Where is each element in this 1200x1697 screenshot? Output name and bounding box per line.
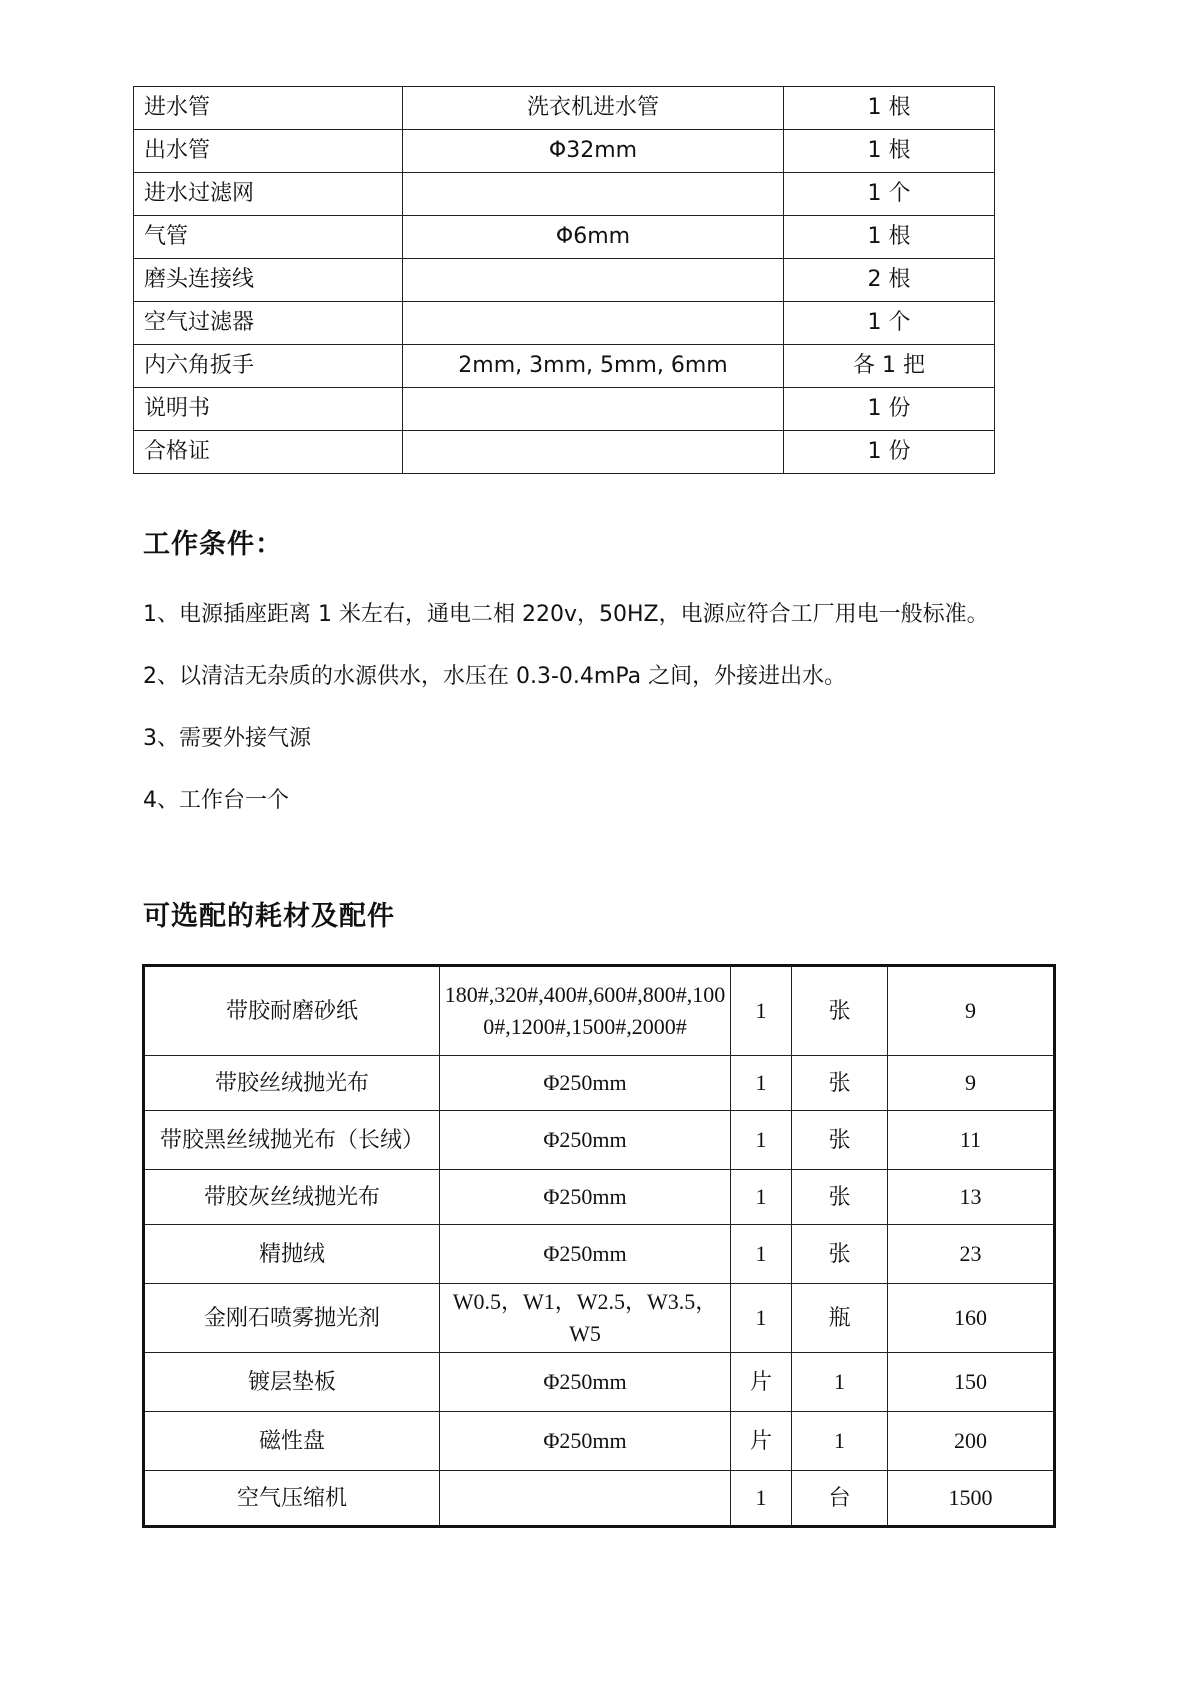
item-name: 进水过滤网 <box>134 173 403 216</box>
part-col3: 1 <box>731 966 792 1056</box>
part-col3: 1 <box>731 1471 792 1527</box>
item-spec: 洗衣机进水管 <box>403 87 784 130</box>
item-qty: 1 份 <box>784 388 995 431</box>
item-spec <box>403 302 784 345</box>
item-name: 空气过滤器 <box>134 302 403 345</box>
part-price: 11 <box>888 1111 1055 1170</box>
table-row <box>144 1353 1055 1412</box>
table-row <box>144 1412 1055 1471</box>
item-name: 磨头连接线 <box>134 259 403 302</box>
part-price: 160 <box>888 1284 1055 1353</box>
item-qty: 各 1 把 <box>784 345 995 388</box>
table-row <box>134 388 995 431</box>
item-name: 气管 <box>134 216 403 259</box>
part-col3: 1 <box>731 1225 792 1284</box>
part-price: 13 <box>888 1170 1055 1225</box>
table-row <box>134 302 995 345</box>
working-conditions-heading: 工作条件： <box>143 529 283 560</box>
table-row <box>144 966 1055 1056</box>
part-name: 空气压缩机 <box>144 1471 440 1527</box>
item-spec: Φ32mm <box>403 130 784 173</box>
part-price: 150 <box>888 1353 1055 1412</box>
item-qty: 2 根 <box>784 259 995 302</box>
part-col4: 张 <box>792 1225 888 1284</box>
item-qty: 1 根 <box>784 130 995 173</box>
condition-item: 2、以清洁无杂质的水源供水，水压在 0.3-0.4mPa 之间，外接进出水。 <box>143 664 847 689</box>
part-col4: 张 <box>792 966 888 1056</box>
item-spec: Φ6mm <box>403 216 784 259</box>
part-col4: 张 <box>792 1056 888 1111</box>
item-qty: 1 个 <box>784 302 995 345</box>
item-name: 合格证 <box>134 431 403 474</box>
condition-item: 3、需要外接气源 <box>143 726 311 751</box>
part-name: 带胶丝绒抛光布 <box>144 1056 440 1111</box>
part-col3: 1 <box>731 1111 792 1170</box>
part-price: 9 <box>888 966 1055 1056</box>
part-col4: 台 <box>792 1471 888 1527</box>
table-row <box>144 1111 1055 1170</box>
table-row <box>134 87 995 130</box>
part-name: 精抛绒 <box>144 1225 440 1284</box>
item-qty: 1 根 <box>784 87 995 130</box>
item-spec: 2mm, 3mm, 5mm, 6mm <box>403 345 784 388</box>
item-spec <box>403 388 784 431</box>
item-spec <box>403 259 784 302</box>
part-name: 磁性盘 <box>144 1412 440 1471</box>
table-row <box>134 173 995 216</box>
table-row <box>144 1170 1055 1225</box>
part-price: 200 <box>888 1412 1055 1471</box>
part-spec: Φ250mm <box>440 1111 731 1170</box>
part-col4: 张 <box>792 1170 888 1225</box>
table-row <box>134 431 995 474</box>
condition-item: 4、工作台一个 <box>143 788 289 813</box>
table-row <box>134 345 995 388</box>
part-col4: 张 <box>792 1111 888 1170</box>
part-name: 带胶黑丝绒抛光布（长绒） <box>144 1111 440 1170</box>
item-qty: 1 个 <box>784 173 995 216</box>
item-name: 出水管 <box>134 130 403 173</box>
part-spec: Φ250mm <box>440 1353 731 1412</box>
part-col3: 1 <box>731 1170 792 1225</box>
part-name: 镀层垫板 <box>144 1353 440 1412</box>
part-col3: 片 <box>731 1412 792 1471</box>
optional-parts-heading: 可选配的耗材及配件 <box>143 901 395 932</box>
part-col4: 瓶 <box>792 1284 888 1353</box>
table-row <box>134 216 995 259</box>
part-col3: 片 <box>731 1353 792 1412</box>
part-spec: Φ250mm <box>440 1412 731 1471</box>
part-price: 1500 <box>888 1471 1055 1527</box>
part-col3: 1 <box>731 1056 792 1111</box>
part-col3: 1 <box>731 1284 792 1353</box>
part-spec: Φ250mm <box>440 1170 731 1225</box>
part-spec: Φ250mm <box>440 1225 731 1284</box>
optional-parts-table <box>142 964 1056 1528</box>
part-spec <box>440 1471 731 1527</box>
item-name: 内六角扳手 <box>134 345 403 388</box>
part-spec: Φ250mm <box>440 1056 731 1111</box>
item-qty: 1 份 <box>784 431 995 474</box>
part-name: 带胶耐磨砂纸 <box>144 966 440 1056</box>
part-spec: W0.5，W1，W2.5，W3.5，W5 <box>440 1284 731 1353</box>
part-price: 9 <box>888 1056 1055 1111</box>
item-spec <box>403 431 784 474</box>
item-spec <box>403 173 784 216</box>
table-row <box>134 130 995 173</box>
condition-item: 1、电源插座距离 1 米左右，通电二相 220v，50HZ，电源应符合工厂用电一般标准。 <box>143 602 989 627</box>
table-row <box>134 259 995 302</box>
part-price: 23 <box>888 1225 1055 1284</box>
table-row <box>144 1225 1055 1284</box>
part-col4: 1 <box>792 1412 888 1471</box>
part-spec: 180#,320#,400#,600#,800#,1000#,1200#,1500#,2000# <box>440 966 731 1056</box>
part-name: 带胶灰丝绒抛光布 <box>144 1170 440 1225</box>
table-row <box>144 1284 1055 1353</box>
packing-list-table <box>133 86 995 474</box>
table-row <box>144 1056 1055 1111</box>
part-col4: 1 <box>792 1353 888 1412</box>
table-row <box>144 1471 1055 1527</box>
item-name: 进水管 <box>134 87 403 130</box>
item-name: 说明书 <box>134 388 403 431</box>
item-qty: 1 根 <box>784 216 995 259</box>
part-name: 金刚石喷雾抛光剂 <box>144 1284 440 1353</box>
